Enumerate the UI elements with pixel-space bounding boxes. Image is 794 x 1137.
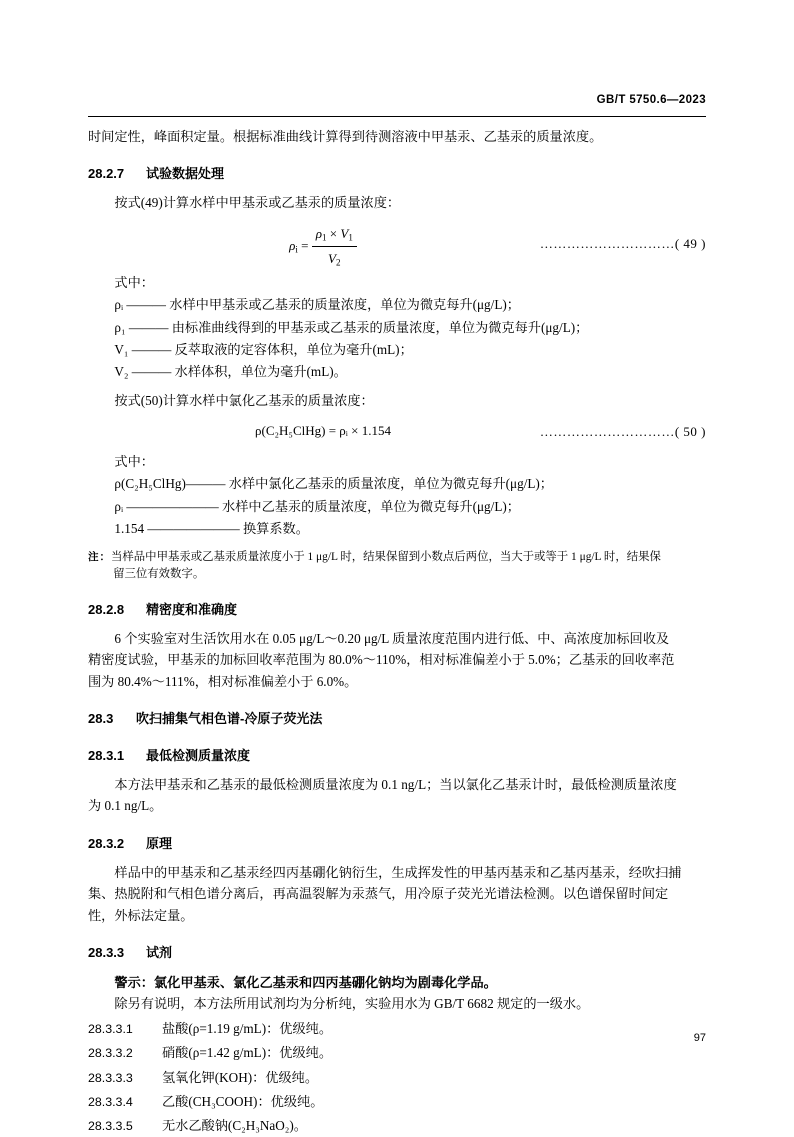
formula-50-row — [88, 420, 706, 442]
reagent-item — [88, 1018, 706, 1039]
formula-49-number: …………………………( 49 ) — [539, 235, 706, 251]
shizhong-label-2: 式中： — [114, 454, 154, 470]
precision-paragraph-line-3: 围为 80.4%～111%，相对标准偏差小于 6.0%。 — [88, 673, 358, 689]
section-number: 28.2.8 — [88, 601, 125, 617]
reagent-number: 28.3.3.2 — [88, 1046, 133, 1061]
principle-paragraph-line-2: 集、热脱附和气相色谱分离后，再高温裂解为汞蒸气，用冷原子荧光光谱法检测。以色谱保留时间定 — [88, 886, 669, 902]
definition-item: ρ(C₂H₅ClHg)——— 水样中氯化乙基汞的质量浓度，单位为微克每升(μg/L)； — [114, 476, 553, 492]
section-title: 最低检测质量浓度 — [146, 747, 251, 763]
warning-paragraph — [88, 972, 706, 993]
detection-paragraph-line-1: 本方法甲基汞和乙基汞的最低检测质量浓度为 0.1 ng/L；当以氯化乙基汞计时，最低检测质量浓度 — [114, 777, 677, 793]
page-content — [88, 126, 706, 1137]
reagent-text: 乙酸(CH₃COOH)：优级纯。 — [162, 1093, 324, 1109]
note-text: 当样品中甲基汞或乙基汞质量浓度小于 1 μg/L 时，结果保留到小数点后两位，当大于或等于 1 μg/L 时，结果保 — [111, 550, 661, 563]
shizhong-label-1: 式中： — [114, 274, 154, 290]
section-title: 试验数据处理 — [146, 166, 225, 182]
reagent-text: 硝酸(ρ=1.42 g/mL)：优级纯。 — [162, 1045, 333, 1061]
section-title: 吹扫捕集气相色谱-冷原子荧光法 — [136, 710, 323, 726]
formula-50-expression: ρ(C₂H₅ClHg) = ρᵢ × 1.154 — [255, 423, 391, 439]
page-header-standard-code: GB/T 5750.6—2023 — [596, 94, 706, 106]
section-title: 精密度和准确度 — [146, 601, 238, 617]
precision-paragraph-line-2: 精密度试验，甲基汞的加标回收率范围为 80.0%～110%，相对标准偏差小于 5.0%；乙基汞的回收率范 — [88, 652, 675, 668]
reagent-item — [88, 1115, 706, 1136]
definition-item: V₁ ——— 反萃取液的定容体积，单位为毫升(mL)； — [114, 341, 413, 357]
note-label: 注： — [88, 550, 111, 563]
header-rule — [88, 116, 706, 117]
detection-paragraph-line-2: 为 0.1 ng/L。 — [88, 798, 163, 814]
section-heading-28-2-8 — [88, 599, 706, 620]
formula-50-intro: 按式(50)计算水样中氯化乙基汞的质量浓度： — [114, 392, 374, 408]
section-number: 28.3 — [88, 710, 114, 726]
section-title: 原理 — [146, 835, 173, 851]
lead-paragraph: 时间定性，峰面积定量。根据标准曲线计算得到待测溶液中甲基汞、乙基汞的质量浓度。 — [88, 129, 603, 144]
warning-text: 氯化甲基汞、氯化乙基汞和四丙基硼化钠均为剧毒化学品。 — [153, 975, 497, 990]
reagent-text: 盐酸(ρ=1.19 g/mL)：优级纯。 — [162, 1020, 333, 1036]
formula-49-expression: $\rho_i$ = $\frac{\rho_1 \times V_1}{V_2}$ — [88, 223, 558, 271]
reagent-item — [88, 1067, 706, 1088]
section-number: 28.3.1 — [88, 747, 125, 763]
formula-49-intro: 按式(49)计算水样中甲基汞或乙基汞的质量浓度： — [114, 195, 401, 211]
page-number: 97 — [693, 1032, 706, 1044]
reagent-text: 无水乙酸钠(C₂H₃NaO₂)。 — [162, 1118, 307, 1134]
formula-50-number: …………………………( 50 ) — [539, 424, 706, 440]
section-heading-28-2-7 — [88, 163, 706, 184]
principle-paragraph-line-3: 性，外标法定量。 — [88, 907, 194, 923]
section-number: 28.3.3 — [88, 944, 125, 960]
reagent-item — [88, 1091, 706, 1112]
reagent-text: 氢氧化钾(KOH)：优级纯。 — [162, 1069, 319, 1085]
definition-item: ρᵢ ——————— 水样中乙基汞的质量浓度，单位为微克每升(μg/L)； — [114, 498, 520, 514]
principle-paragraph-line-1: 样品中的甲基汞和乙基汞经四丙基硼化钠衍生，生成挥发性的甲基丙基汞和乙基丙基汞，经吹扫捕 — [114, 864, 682, 880]
reagent-number: 28.3.3.3 — [88, 1070, 133, 1085]
section-title: 试剂 — [146, 944, 173, 960]
section-heading-28-3-3 — [88, 942, 706, 963]
definition-list-1 — [88, 294, 706, 383]
definition-item: ρᵢ ——— 水样中甲基汞或乙基汞的质量浓度，单位为微克每升(μg/L)； — [114, 297, 520, 313]
note-block-line-2: 留三位有效数字。 — [113, 567, 205, 580]
definition-item: ρ₁ ——— 由标准曲线得到的甲基汞或乙基汞的质量浓度，单位为微克每升(μg/L)； — [114, 319, 589, 335]
reagent-intro-paragraph: 除另有说明，本方法所用试剂均为分析纯，实验用水为 GB/T 6682 规定的一级水。 — [114, 996, 590, 1012]
definition-item: V₂ ——— 水样体积，单位为毫升(mL)。 — [114, 364, 347, 380]
reagent-item — [88, 1042, 706, 1063]
section-heading-28-3-1 — [88, 745, 706, 766]
formula-49-row — [88, 223, 706, 268]
section-number: 28.2.7 — [88, 166, 125, 182]
warning-label: 警示： — [114, 975, 154, 990]
section-heading-28-3-2 — [88, 833, 706, 854]
section-heading-28-3 — [88, 708, 706, 729]
definition-item: 1.154 ——————— 换算系数。 — [114, 521, 309, 537]
section-number: 28.3.2 — [88, 835, 125, 851]
precision-paragraph-line-1: 6 个实验室对生活饮用水在 0.05 μg/L～0.20 μg/L 质量浓度范围内进行低、中、高浓度加标回收及 — [114, 630, 670, 646]
note-block-line-1 — [88, 549, 706, 566]
reagent-number: 28.3.3.1 — [88, 1021, 133, 1036]
reagent-number: 28.3.3.5 — [88, 1119, 133, 1134]
definition-list-2 — [88, 473, 706, 539]
reagent-number: 28.3.3.4 — [88, 1094, 133, 1109]
